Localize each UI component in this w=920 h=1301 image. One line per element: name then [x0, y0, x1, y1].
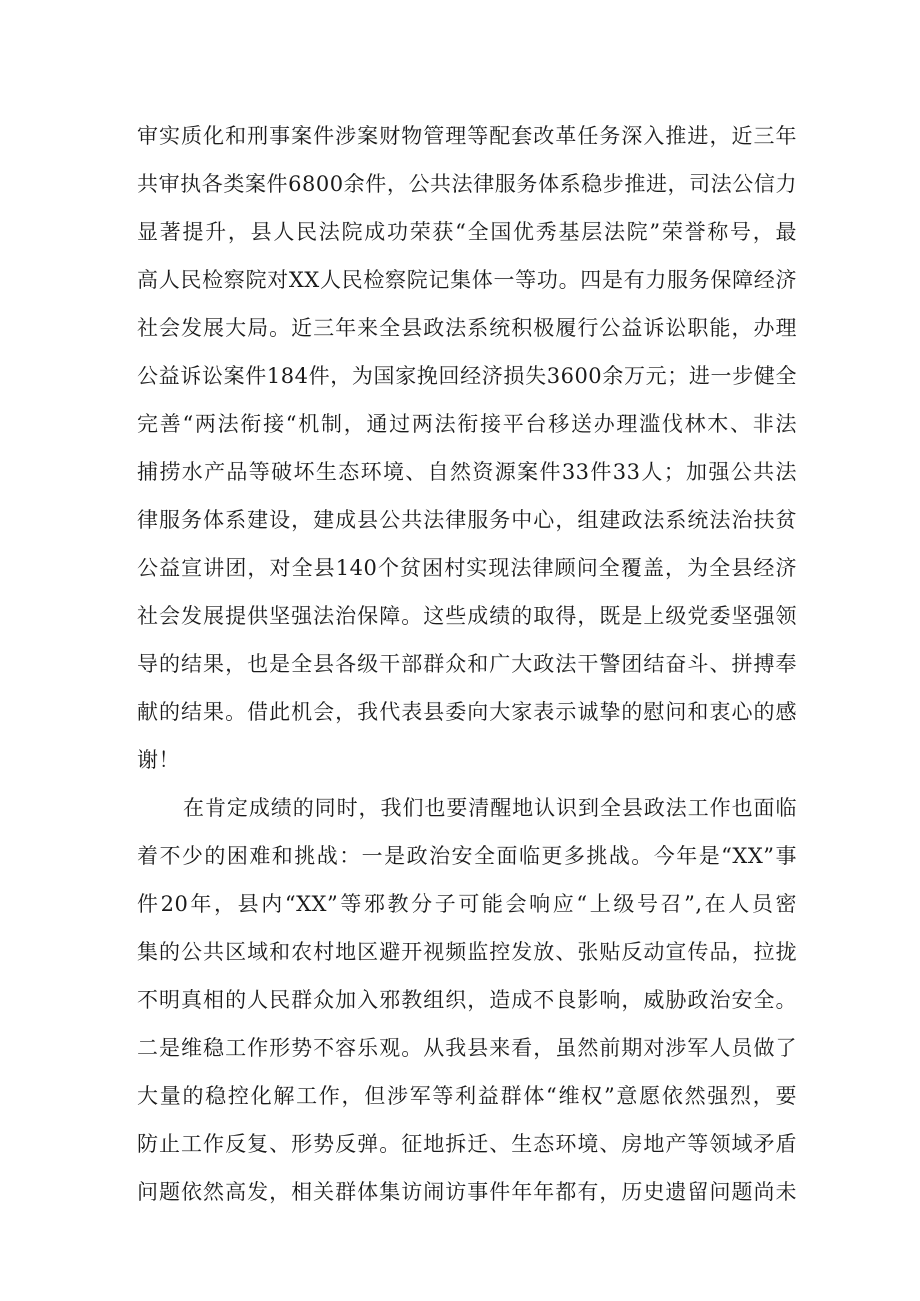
text-line: 集的公共区域和农村地区避开视频监控发放、张贴反动宣传品，拉拢 — [137, 940, 797, 964]
text-line: 件20年，县内“XX”等邪教分子可能会响应“上级号召”,在人员密 — [137, 892, 797, 916]
text-line: 二是维稳工作形势不容乐观。从我县来看，虽然前期对涉军人员做了 — [137, 1036, 797, 1060]
text-line: 高人民检察院对XX人民检察院记集体一等功。四是有力服务保障经济 — [137, 268, 797, 292]
text-line: 共审执各类案件6800余件，公共法律服务体系稳步推进，司法公信力 — [137, 172, 797, 196]
text-line: 公益诉讼案件184件，为国家挽回经济损失3600余万元；进一步健全 — [137, 364, 797, 388]
text-line: 献的结果。借此机会，我代表县委向大家表示诚挚的慰问和衷心的感 — [137, 700, 797, 724]
text-line: 着不少的困难和挑战：一是政治安全面临更多挑战。今年是“XX”事 — [137, 844, 797, 868]
paragraph-first-line: 在肯定成绩的同时，我们也要清醒地认识到全县政法工作也面临 — [183, 796, 797, 820]
text-line: 完善“两法衔接“机制，通过两法衔接平台移送办理滥伐林木、非法 — [137, 412, 797, 436]
text-line: 防止工作反复、形势反弹。征地拆迁、生态环境、房地产等领域矛盾 — [137, 1132, 797, 1156]
body-text — [137, 112, 797, 1216]
text-line: 问题依然高发，相关群体集访闹访事件年年都有，历史遗留问题尚未 — [137, 1180, 797, 1204]
text-line: 社会发展提供坚强法治保障。这些成绩的取得，既是上级党委坚强领 — [137, 604, 797, 628]
text-line: 不明真相的人民群众加入邪教组织，造成不良影响，威胁政治安全。 — [137, 988, 797, 1012]
text-line: 社会发展大局。近三年来全县政法系统积极履行公益诉讼职能，办理 — [137, 316, 797, 340]
text-line: 公益宣讲团，对全县140个贫困村实现法律顾问全覆盖，为全县经济 — [137, 556, 797, 580]
text-line: 大量的稳控化解工作，但涉军等利益群体“维权”意愿依然强烈，要 — [137, 1084, 797, 1108]
text-line: 律服务体系建设，建成县公共法律服务中心，组建政法系统法治扶贫 — [137, 508, 797, 532]
text-line: 显著提升，县人民法院成功荣获“全国优秀基层法院”荣誉称号，最 — [137, 220, 797, 244]
text-line: 谢！ — [137, 748, 180, 772]
text-line: 审实质化和刑事案件涉案财物管理等配套改革任务深入推进，近三年 — [137, 124, 797, 148]
text-line: 捕捞水产品等破坏生态环境、自然资源案件33件33人；加强公共法 — [137, 460, 797, 484]
text-line: 导的结果，也是全县各级干部群众和广大政法干警团结奋斗、拼搏奉 — [137, 652, 797, 676]
